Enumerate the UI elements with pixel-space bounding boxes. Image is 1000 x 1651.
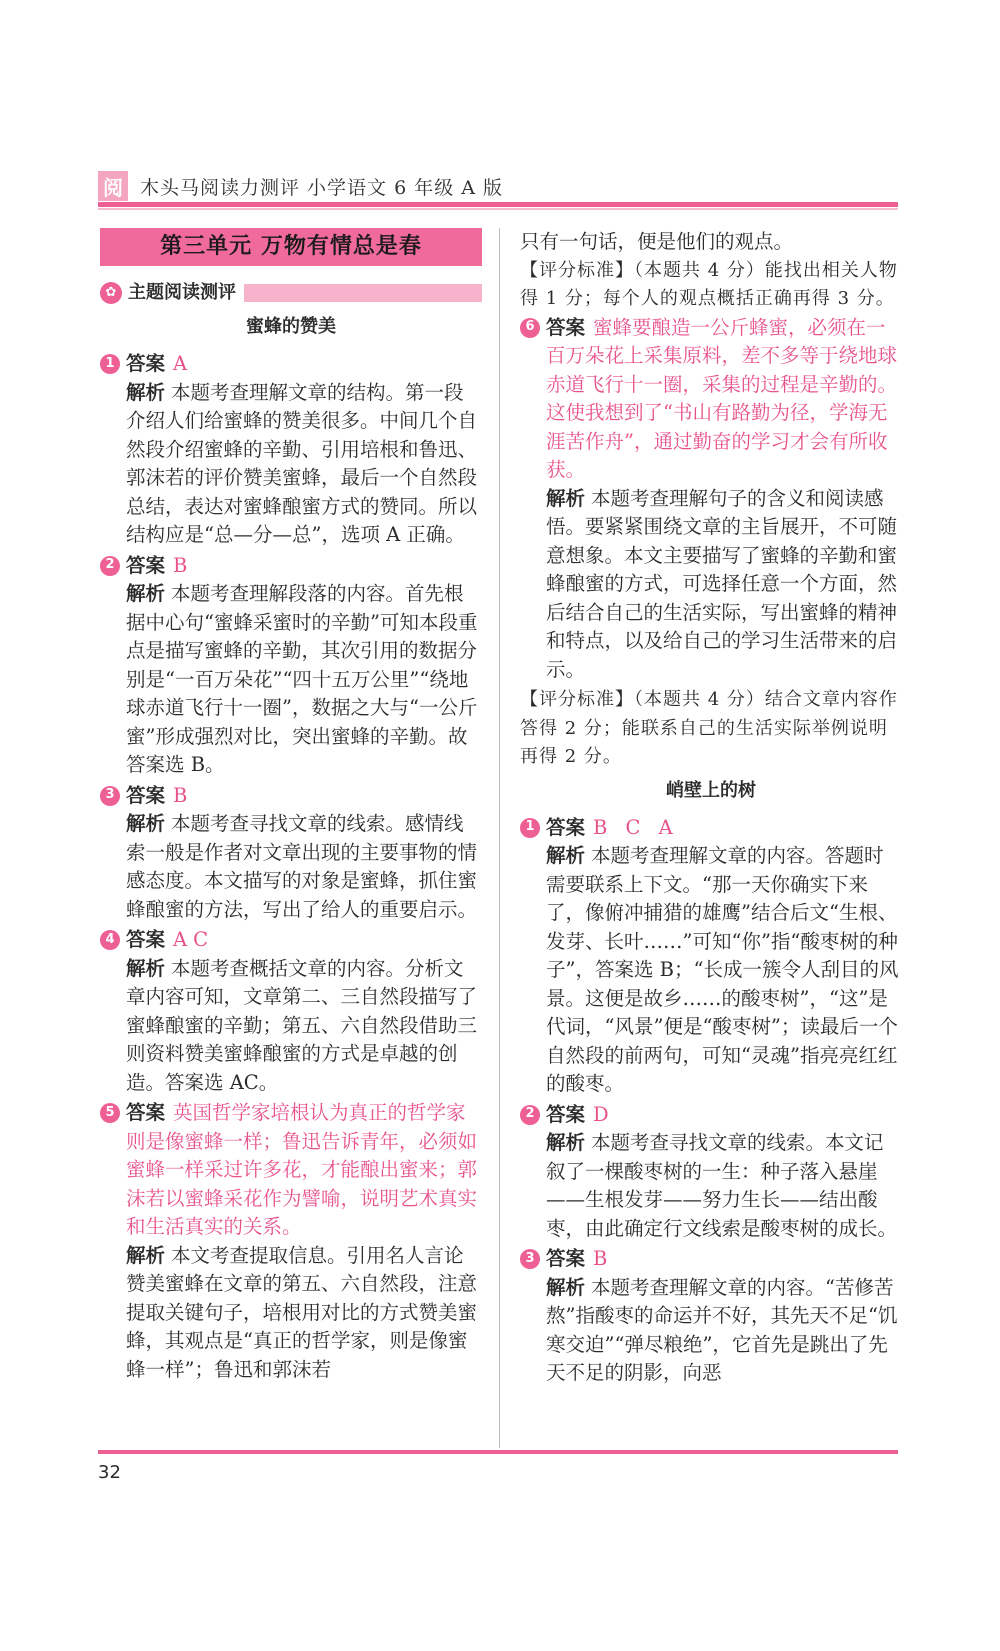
analysis-text: 本题考查理解文章的内容。答题时需要联系上下文。“那一天你确实下来了，像俯冲捕猎的雄鹰”结合后文“生根、发芽、长叶……”可知“你”指“酸枣树的种子”，答案选 B；“长成一簇令人刮目的风景。这便是故乡……的酸枣树”，“这”是代词，“风景”便是“酸枣树”；读最后一个自然段的前两句，可知“灵魂”指亮亮红红的酸枣。	[546, 844, 899, 1095]
header-title: 木头马阅读力测评 小学语文 6 年级 A 版	[140, 176, 504, 199]
analysis-tag: 解析	[546, 1275, 586, 1299]
question-item	[520, 814, 902, 1099]
article-title: 蜜蜂的赞美	[246, 316, 336, 337]
question-item	[100, 782, 482, 925]
header-rule	[98, 202, 898, 207]
score-standard	[520, 257, 902, 314]
score-text: （本题共 4 分）能找出相关人物得 1 分；每个人的观点概括正确再得 3 分。	[520, 259, 898, 309]
answer-value: B	[173, 553, 194, 577]
analysis-tag: 解析	[126, 956, 166, 980]
footer-rule	[98, 1450, 898, 1454]
answer-value: B	[593, 1247, 614, 1270]
analysis-text: 本题考查理解文章的结构。第一段介绍人们给蜜蜂的赞美很多。中间几个自然段介绍蜜蜂的辛勤、引用培根和鲁迅、郭沫若的评价赞美蜜蜂，最后一个自然段总结，表达对蜜蜂酿蜜方式的赞同。所以结构应是“总—分—总”，选项 A 正确。	[126, 380, 478, 546]
answer-value: B	[173, 783, 194, 807]
question-number: 3	[520, 1249, 540, 1269]
analysis-text: 本文考查提取信息。引用名人言论赞美蜜蜂在文章的第五、六自然段，注意提取关键句子，培根用对比的方式赞美蜜蜂，其观点是“真正的哲学家，则是像蜜蜂一样”；鲁迅和郭沫若	[126, 1243, 478, 1381]
right-column	[520, 228, 902, 1390]
answer-value: B C A	[593, 815, 679, 839]
score-tag: 【评分标准】	[520, 259, 634, 281]
header-rule-thin	[98, 208, 898, 210]
analysis-text: 本题考查寻找文章的线索。感情线索一般是作者对文章出现的主要事物的情感态度。本文描写的对象是蜜蜂，抓住蜜蜂酿蜜的方法，写出了给人的重要启示。	[126, 812, 478, 921]
answer-tag: 答案	[546, 315, 586, 339]
reading-badge-icon: ✿	[100, 282, 122, 304]
analysis-tag: 解析	[126, 812, 166, 835]
analysis-text: 本题考查理解句子的含义和阅读感悟。要紧紧围绕文章的主旨展开，不可随意想象。本文主要描写了蜜蜂的辛勤和蜜蜂酿蜜的方式，可选择任意一个方面，然后结合自己的生活实际，写出蜜蜂的精神和特点，以及给自己的学习生活带来的启示。	[546, 486, 898, 681]
answer-value: AC	[173, 928, 215, 951]
answer-tag: 答案	[126, 928, 166, 951]
answer-tag: 答案	[126, 352, 166, 375]
score-standard	[520, 686, 902, 772]
answer-text: 蜜蜂要酿造一公斤蜂蜜，必须在一百万朵花上采集原料，差不多等于绕地球赤道飞行十一圈，采集的过程是辛勤的。这使我想到了“书山有路勤为径，学海无涯苦作舟”，通过勤奋的学习才会有所收获。	[546, 315, 898, 481]
page-header	[98, 168, 898, 204]
analysis-text: 本题考查寻找文章的线索。本文记叙了一棵酸枣树的一生：种子落入悬崖——生根发芽——努力生长——结出酸枣，由此确定行文线索是酸枣树的成长。	[546, 1131, 898, 1240]
analysis-text: 本题考查理解段落的内容。首先根据中心句“蜜蜂采蜜时的辛勤”可知本段重点是描写蜜蜂的辛勤，其次引用的数据分别是“一百万朵花”“四十五万公里”“绕地球赤道飞行十一圈”，数据之大与“一公斤蜜”形成强烈对比，突出蜜蜂的辛勤。故答案选 B。	[126, 582, 478, 776]
question-number: 2	[100, 556, 120, 576]
score-text: （本题共 4 分）结合文章内容作答得 2 分；能联系自己的生活实际举例说明再得 2 分。	[520, 689, 898, 767]
answer-tag: 答案	[126, 1101, 166, 1124]
analysis-tag: 解析	[126, 380, 166, 404]
book-logo-icon: 阅	[98, 171, 128, 201]
question-item	[100, 926, 482, 1097]
answer-value: D	[593, 1102, 615, 1126]
question-item	[100, 552, 482, 780]
section-heading	[100, 278, 482, 308]
answer-text: 英国哲学家培根认为真正的哲学家则是像蜜蜂一样；鲁迅告诉青年，必须如蜜蜂一样采过许多花，才能酿出蜜来；郭沫若以蜜蜂采花作为譬喻，说明艺术真实和生活真实的关系。	[126, 1101, 478, 1238]
left-column	[100, 228, 482, 1386]
page-number: 32	[98, 1462, 121, 1483]
question-item	[520, 1245, 902, 1388]
question-item	[100, 1099, 482, 1384]
analysis-tag: 解析	[126, 582, 166, 605]
analysis-tag: 解析	[546, 1131, 586, 1154]
analysis-tag: 解析	[546, 844, 586, 867]
question-number: 5	[100, 1103, 120, 1123]
analysis-text: 本题考查概括文章的内容。分析文章内容可知，文章第二、三自然段描写了蜜蜂酿蜜的辛勤；第五、六自然段借助三则资料赞美蜜蜂酿蜜的方式是卓越的创造。答案选 AC。	[126, 956, 478, 1094]
analysis-tag: 解析	[126, 1243, 166, 1267]
answer-tag: 答案	[546, 1102, 586, 1126]
question-item	[100, 350, 482, 550]
answer-tag: 答案	[546, 1247, 586, 1270]
question-number: 2	[520, 1105, 540, 1125]
question-number: 1	[100, 354, 120, 374]
score-tag: 【评分标准】	[520, 689, 634, 710]
analysis-tag: 解析	[546, 486, 586, 510]
question-item	[520, 314, 902, 685]
answer-tag: 答案	[126, 553, 166, 577]
question-number: 6	[520, 318, 540, 338]
question-number: 1	[520, 818, 540, 838]
analysis-text: 本题考查理解文章的内容。“苦修苦熬”指酸枣的命运并不好，其先天不足“饥寒交迫”“弹尽粮绝”，它首先是跳出了先天不足的阴影，向恶	[546, 1275, 898, 1384]
unit-banner: 第三单元 万物有情总是春	[100, 228, 482, 266]
article-title: 峭壁上的树	[666, 779, 756, 801]
answer-tag: 答案	[126, 783, 166, 807]
question-number: 3	[100, 786, 120, 806]
question-item	[520, 1101, 902, 1244]
section-bar	[244, 284, 482, 302]
column-divider	[499, 228, 500, 1448]
answer-tag: 答案	[546, 815, 586, 839]
question-number: 4	[100, 930, 120, 950]
continued-text: 只有一句话，便是他们的观点。	[520, 230, 794, 253]
section-label: 主题阅读测评	[128, 281, 236, 303]
answer-value: A	[173, 352, 194, 375]
